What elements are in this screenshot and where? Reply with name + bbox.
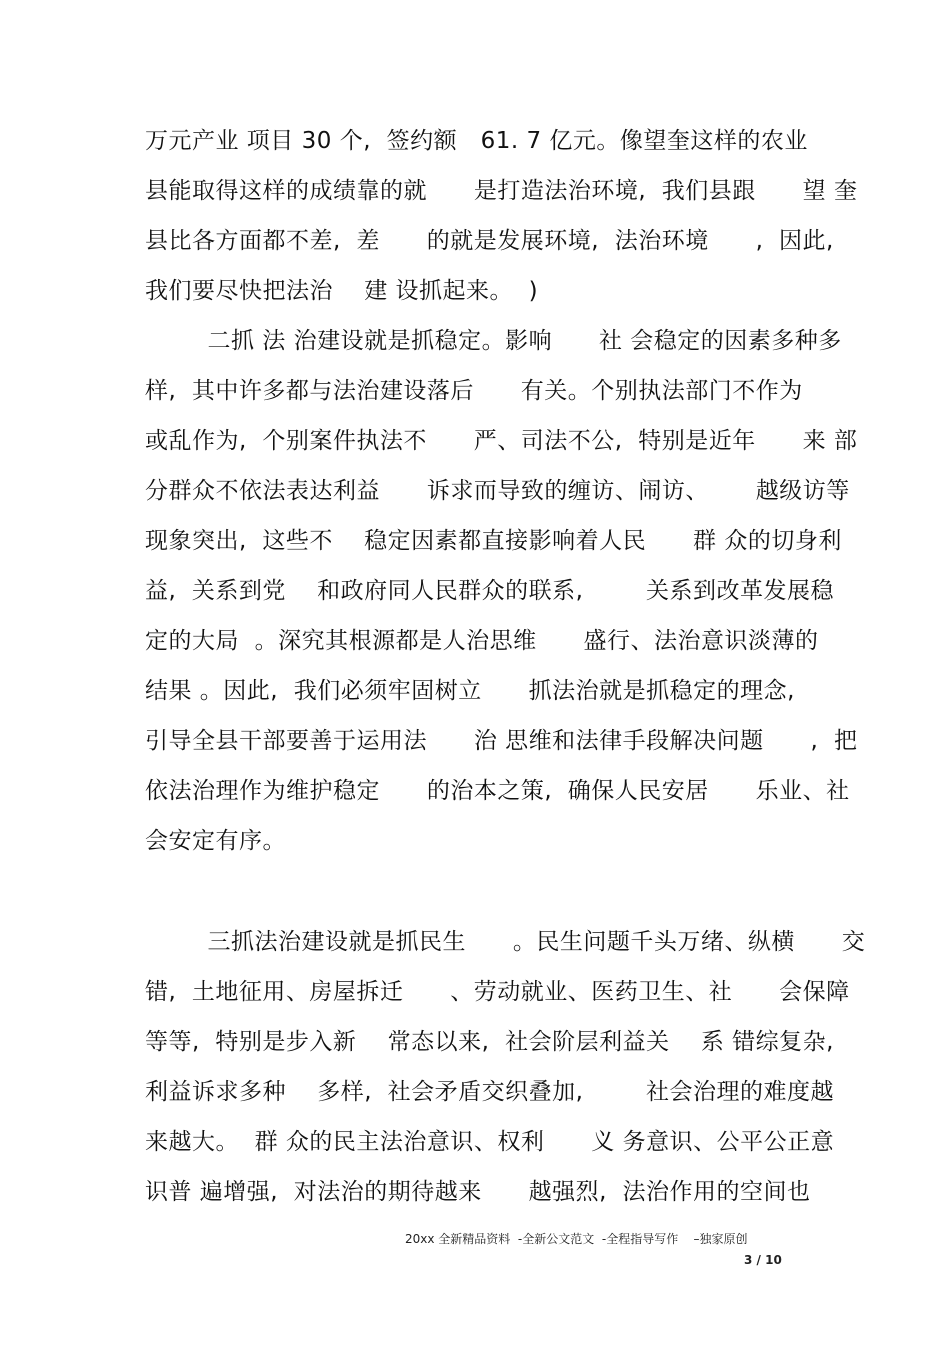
text-line: 来越大。 群 众的民主法治意识、权利 义 务意识、公平公正意 bbox=[145, 1129, 835, 1155]
text-line: 定的大局 。深究其根源都是人治思维 盛行、法治意识淡薄的 bbox=[145, 628, 819, 654]
text-line: 益, 关系到党 和政府同人民群众的联系, 关系到改革发展稳 bbox=[145, 578, 834, 604]
text-line: 等等, 特别是步入新 常态以来, 社会阶层利益关 系 错综复杂, bbox=[145, 1029, 834, 1055]
text-line: 错, 土地征用、房屋拆迁 、劳动就业、医药卫生、社 会保障 bbox=[145, 979, 850, 1005]
text-line: 县比各方面都不差, 差 的就是发展环境, 法治环境 , 因此, bbox=[145, 228, 834, 254]
text-line: 或乱作为, 个别案件执法不 严、司法不公, 特别是近年 来 部 bbox=[145, 428, 858, 454]
text-line: 分群众不依法表达利益 诉求而导致的缠访、闹访、 越级访等 bbox=[145, 478, 850, 504]
text-line: 样, 其中许多都与法治建设落后 有关。个别执法部门不作为 bbox=[145, 378, 803, 404]
paragraph-start-line: 三抓法治建设就是抓民生 。民生问题千头万绪、纵横 交 bbox=[145, 929, 866, 955]
text-line: 利益诉求多种 多样, 社会矛盾交织叠加, 社会治理的难度越 bbox=[145, 1079, 834, 1105]
text-line: 现象突出, 这些不 稳定因素都直接影响着人民 群 众的切身利 bbox=[145, 528, 842, 554]
paragraph-start-line: 二抓 法 治建设就是抓稳定。影响 社 会稳定的因素多种多 bbox=[145, 328, 842, 354]
text-line: 引导全县干部要善于运用法 治 思维和法律手段解决问题 , 把 bbox=[145, 728, 858, 754]
text-line: 会安定有序。 bbox=[145, 828, 286, 854]
text-line: 我们要尽快把法治 建 设抓起来。 ) bbox=[145, 278, 539, 304]
text-line: 识普 遍增强, 对法治的期待越来 越强烈, 法治作用的空间也 bbox=[145, 1179, 811, 1205]
text-line: 万元产业 项目 30 个, 签约额 61. 7 亿元。像望奎这样的农业 bbox=[145, 128, 808, 154]
text-line: 依法治理作为维护稳定 的治本之策, 确保人民安居 乐业、社 bbox=[145, 778, 850, 804]
text-line: 县能取得这样的成绩靠的就 是打造法治环境, 我们县跟 望 奎 bbox=[145, 178, 858, 204]
page-footer: 20xx 全新精品资料 -全新公文范文 -全程指导写作 –独家原创 bbox=[405, 1232, 748, 1246]
text-line: 结果 。因此, 我们必须牢固树立 抓法治就是抓稳定的理念, bbox=[145, 678, 795, 704]
page-number: 3 / 10 bbox=[744, 1253, 782, 1267]
